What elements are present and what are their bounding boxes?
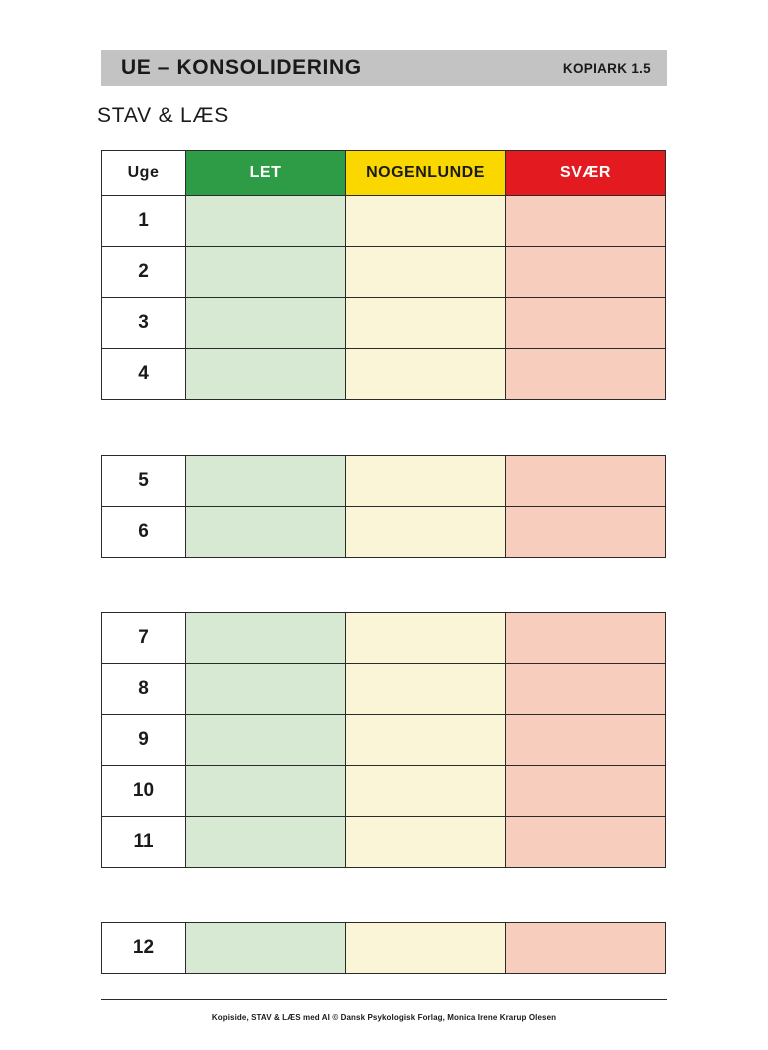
answer-cell-svaer[interactable] [506,247,666,298]
column-header-nogenlunde: NOGENLUNDE [346,151,506,196]
week-number: 1 [102,196,186,247]
answer-cell-svaer[interactable] [506,613,666,664]
week-number: 11 [102,817,186,868]
week-number: 5 [102,456,186,507]
week-number: 9 [102,715,186,766]
answer-cell-nogenlunde[interactable] [346,196,506,247]
table-row [102,715,666,766]
table-row [102,298,666,349]
answer-cell-svaer[interactable] [506,456,666,507]
answer-cell-svaer[interactable] [506,507,666,558]
answer-cell-nogenlunde[interactable] [346,664,506,715]
answer-cell-svaer[interactable] [506,715,666,766]
table-row [102,923,666,974]
answer-cell-let[interactable] [186,817,346,868]
answer-cell-let[interactable] [186,613,346,664]
answer-cell-svaer[interactable] [506,923,666,974]
answer-cell-nogenlunde[interactable] [346,817,506,868]
column-header-uge: Uge [102,151,186,196]
answer-cell-svaer[interactable] [506,817,666,868]
footer-credit: Kopiside, STAV & LÆS med AI © Dansk Psykologisk Forlag, Monica Irene Krarup Olesen [211,1013,557,1022]
answer-cell-nogenlunde[interactable] [346,507,506,558]
footer-divider [101,999,667,1000]
answer-cell-nogenlunde[interactable] [346,613,506,664]
week-table-group-1 [101,150,666,400]
week-number: 2 [102,247,186,298]
answer-cell-svaer[interactable] [506,349,666,400]
table-row [102,247,666,298]
column-header-svaer: SVÆR [506,151,666,196]
answer-cell-let[interactable] [186,349,346,400]
answer-cell-nogenlunde[interactable] [346,247,506,298]
table-row [102,507,666,558]
answer-cell-nogenlunde[interactable] [346,456,506,507]
answer-cell-let[interactable] [186,456,346,507]
table-row [102,817,666,868]
answer-cell-nogenlunde[interactable] [346,715,506,766]
week-number: 3 [102,298,186,349]
column-header-let: LET [186,151,346,196]
answer-cell-nogenlunde[interactable] [346,349,506,400]
table-row [102,664,666,715]
table-row [102,766,666,817]
table-row [102,349,666,400]
table-row [102,196,666,247]
table-row [102,613,666,664]
answer-cell-nogenlunde[interactable] [346,766,506,817]
answer-cell-nogenlunde[interactable] [346,298,506,349]
answer-cell-svaer[interactable] [506,298,666,349]
answer-cell-let[interactable] [186,923,346,974]
subtitle: STAV & LÆS [97,104,230,127]
table-row [102,456,666,507]
page-title: UE – KONSOLIDERING [121,56,362,79]
week-number: 12 [102,923,186,974]
week-number: 7 [102,613,186,664]
answer-cell-let[interactable] [186,196,346,247]
header-bar [101,50,667,86]
answer-cell-nogenlunde[interactable] [346,923,506,974]
week-number: 8 [102,664,186,715]
week-table-group-3 [101,612,666,868]
worksheet-code: KOPIARK 1.5 [562,60,651,76]
answer-cell-svaer[interactable] [506,196,666,247]
answer-cell-let[interactable] [186,507,346,558]
answer-cell-let[interactable] [186,247,346,298]
table-header-row [102,151,666,196]
week-number: 10 [102,766,186,817]
week-number: 6 [102,507,186,558]
week-table-group-2 [101,455,666,558]
answer-cell-svaer[interactable] [506,664,666,715]
week-table-group-4 [101,922,666,974]
answer-cell-svaer[interactable] [506,766,666,817]
answer-cell-let[interactable] [186,298,346,349]
answer-cell-let[interactable] [186,664,346,715]
week-number: 4 [102,349,186,400]
answer-cell-let[interactable] [186,715,346,766]
answer-cell-let[interactable] [186,766,346,817]
